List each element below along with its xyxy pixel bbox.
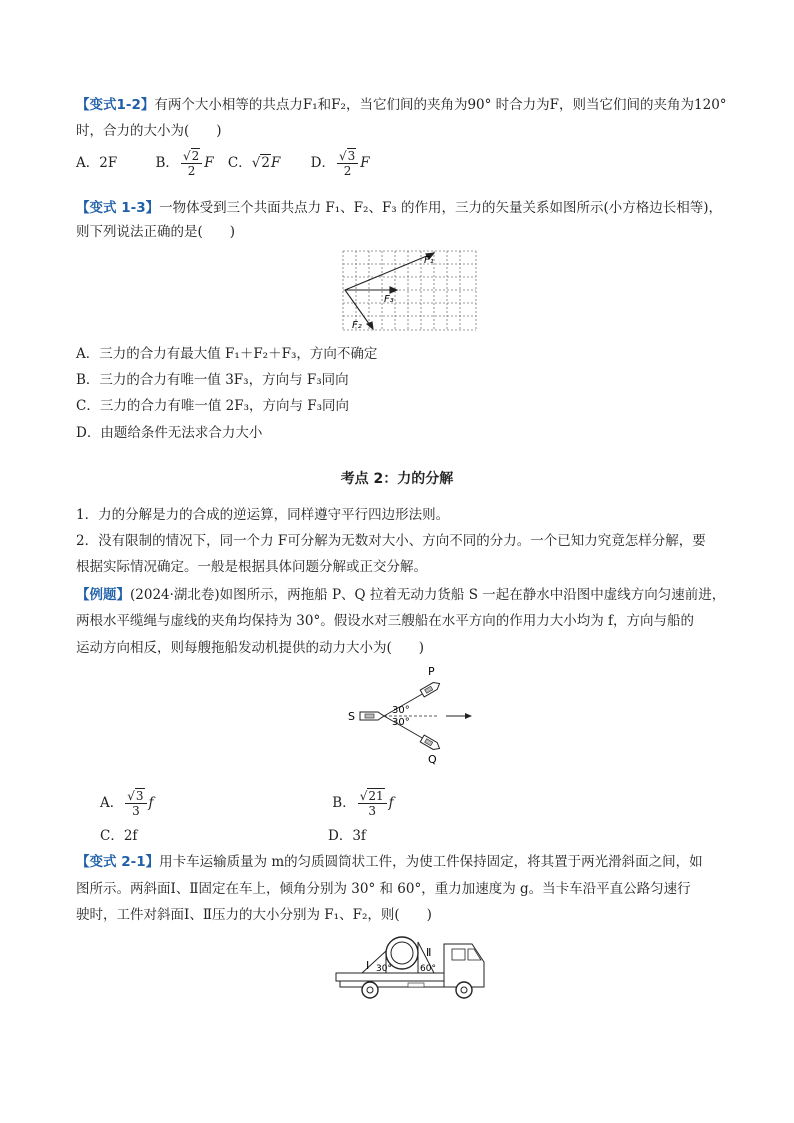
label-f3: F₃ — [384, 294, 394, 305]
option-b: B． $\frac{√2}{2}$ F — [155, 149, 214, 178]
option-c: C．√2F — [227, 155, 281, 171]
option-a: A．2F — [76, 155, 118, 171]
ship-s-icon — [360, 712, 384, 720]
question-2-1-line3: 驶时，工件对斜面Ⅰ、Ⅱ压力的大小分别为 F₁、F₂，则( ) — [76, 907, 432, 923]
label-incline-i: Ⅰ — [366, 959, 370, 972]
label-s: S — [348, 710, 355, 723]
label-f1: F₁ — [424, 255, 434, 266]
label-60-degrees: 60° — [420, 964, 436, 974]
option-b: B． $\frac{√21}{3}$ f — [332, 789, 394, 818]
boat-p-icon — [420, 680, 441, 697]
question-1-3-option-d: D．由题给条件无法求合力大小 — [76, 425, 263, 441]
option-d: D．3f — [328, 828, 366, 844]
option-d: D． $\frac{√3}{2}$ F — [310, 149, 370, 178]
question-1-3-option-c: C．三力的合力有唯一值 2F₃，方向与 F₃同向 — [76, 398, 350, 414]
question-tag: 【变式 1-3】 — [76, 200, 160, 216]
question-tag: 【变式1-2】 — [76, 97, 155, 113]
question-tag: 【变式 2-1】 — [76, 854, 160, 870]
question-text: 一物体受到三个共面共点力 F₁、F₂、F₃ 的作用，三力的矢量关系如图所示(小方格边长相等)， — [159, 200, 723, 216]
option-a: A． $\frac{√3}{3}$ f — [100, 789, 154, 818]
question-1-2-options — [76, 150, 370, 177]
label-30-degrees: 30° — [376, 964, 392, 974]
example-text: (2024·湖北卷)如图所示，两拖船 P、Q 拉着无动力货船 S 一起在静水中沿图中虚线方向匀速前进， — [130, 587, 726, 603]
section-title: 考点 2：力的分解 — [340, 471, 454, 487]
example-line3: 运动方向相反，则每艘拖船发动机提供的动力大小为( ) — [76, 640, 425, 656]
tugboat-figure — [340, 665, 480, 770]
example-line1 — [76, 585, 725, 605]
question-2-1-line2: 图所示。两斜面Ⅰ、Ⅱ固定在车上，倾角分别为 30° 和 60°，重力加速度为 g。当卡车沿平直公路匀速行 — [76, 881, 691, 897]
question-1-3-option-a: A．三力的合力有最大值 F₁＋F₂＋F₃，方向不确定 — [76, 346, 378, 362]
label-f2: F₂ — [352, 320, 362, 331]
question-text: 有两个大小相等的共点力F₁和F₂，当它们间的夹角为90° 时合力为F，则当它们间的夹角为120° — [154, 97, 727, 113]
label-q: Q — [428, 753, 437, 766]
example-tag: 【例题】 — [76, 587, 130, 603]
truck-figure — [334, 928, 494, 1003]
example-options-cd — [76, 826, 366, 846]
label-p: P — [428, 665, 435, 678]
section-point-2a: 2．没有限制的情况下，同一个力 F可分解为无数对大小、方向不同的分力。一个已知力究竟怎样分解，要 — [76, 533, 706, 549]
question-1-2-line2: 时，合力的大小为( ) — [76, 123, 222, 139]
angle-bottom: 30° — [392, 717, 410, 728]
angle-top: 30° — [392, 705, 410, 716]
direction-arrow-icon — [465, 713, 472, 719]
section-point-1: 1．力的分解是力的合成的逆运算，同样遵守平行四边形法则。 — [76, 507, 450, 523]
section-point-2b: 根据实际情况确定。一般是根据具体问题分解或正交分解。 — [76, 559, 427, 575]
option-c: C．2f — [100, 828, 138, 844]
boat-q-icon — [420, 735, 441, 752]
question-1-3-line1 — [76, 198, 722, 218]
example-line2: 两根水平缆绳与虚线的夹角均保持为 30°。假设水对三艘船在水平方向的作用力大小均为 f，方向与船的 — [76, 613, 695, 629]
question-1-3-line2: 则下列说法正确的是( ) — [76, 224, 236, 240]
question-2-1-line1 — [76, 852, 703, 872]
vector-grid-figure — [340, 248, 480, 333]
label-incline-ii: Ⅱ — [426, 946, 432, 959]
question-text: 用卡车运输质量为 m的匀质圆筒状工件，为使工件保持固定，将其置于两光滑斜面之间，如 — [159, 854, 703, 870]
example-options-ab — [76, 790, 394, 817]
question-1-3-option-b: B．三力的合力有唯一值 3F₃，方向与 F₃同向 — [76, 372, 349, 388]
question-1-2-line1 — [76, 95, 727, 115]
